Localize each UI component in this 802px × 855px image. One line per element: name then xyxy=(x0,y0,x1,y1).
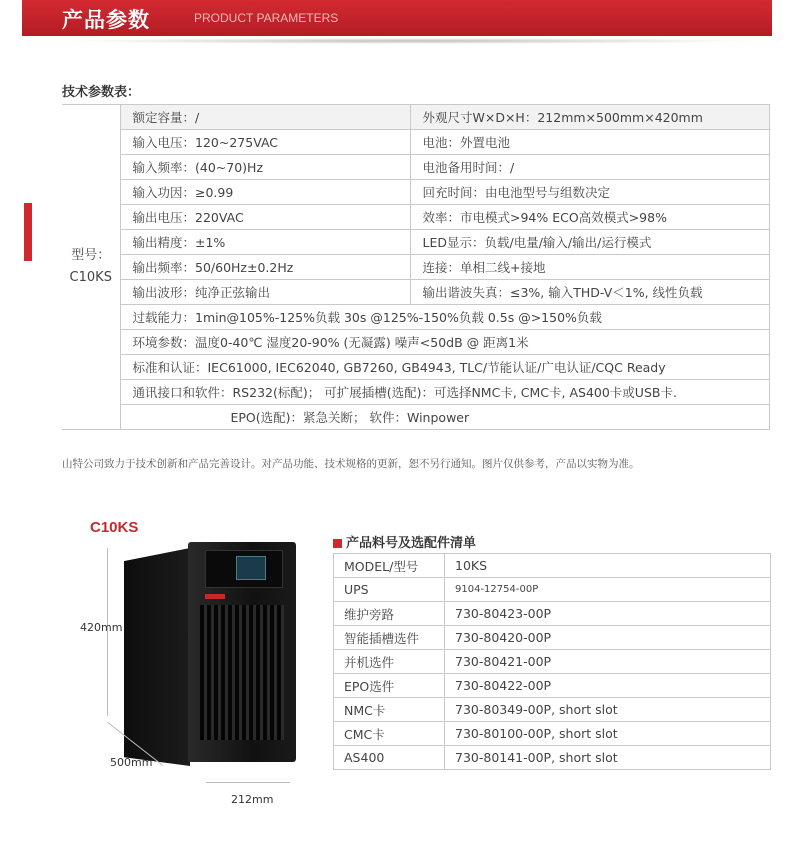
part-number: 10KS xyxy=(445,554,771,578)
model-name: C10KS xyxy=(69,270,112,285)
header-banner xyxy=(22,0,772,36)
width-label: 212mm xyxy=(231,793,274,806)
spec-cell: 输出波形：纯净正弦输出 xyxy=(120,280,410,305)
table-row xyxy=(334,626,771,650)
part-number: 730-80100-00P, short slot xyxy=(445,722,771,746)
page-title: 产品参数 xyxy=(62,8,150,32)
parts-list-title: 产品料号及选配件清单 xyxy=(333,532,476,551)
table-row xyxy=(334,722,771,746)
table-row xyxy=(334,602,771,626)
part-number: 730-80420-00P xyxy=(445,626,771,650)
spec-cell: 外观尺寸W×D×H：212mm×500mm×420mm xyxy=(410,105,770,130)
table-row xyxy=(334,698,771,722)
table-row xyxy=(334,650,771,674)
spec-cell: 回充时间：由电池型号与组数决定 xyxy=(410,180,770,205)
spec-cell: 额定容量：/ xyxy=(120,105,410,130)
part-number: 730-80422-00P xyxy=(445,674,771,698)
height-label: 420mm xyxy=(80,621,123,634)
spec-cell: 输入频率：(40~70)Hz xyxy=(120,155,410,180)
table-row xyxy=(62,205,770,230)
model-label: 型号： xyxy=(71,248,111,263)
spec-cell: 电池：外置电池 xyxy=(410,130,770,155)
spec-cell: 输出精度：±1% xyxy=(120,230,410,255)
table-row xyxy=(62,155,770,180)
ups-vent-grille xyxy=(200,605,284,740)
spec-cell: 效率：市电模式>94% ECO高效模式>98% xyxy=(410,205,770,230)
part-number: 730-80421-00P xyxy=(445,650,771,674)
table-row xyxy=(334,554,771,578)
ups-side-panel xyxy=(124,548,190,766)
parts-table xyxy=(333,553,771,770)
bullet-square-icon xyxy=(333,539,342,548)
spec-cell: 连接：单相二线+接地 xyxy=(410,255,770,280)
table-row xyxy=(62,380,770,405)
spec-wide-cell: 标准和认证：IEC61000, IEC62040, GB7260, GB4943, TLC/节能认证/广电认证/CQC Ready xyxy=(120,355,770,380)
spec-cell: 输出频率：50/60Hz±0.2Hz xyxy=(120,255,410,280)
part-name: 智能插槽选件 xyxy=(334,626,445,650)
spec-cell: 输出谐波失真：≤3%, 输入THD-V＜1%, 线性负载 xyxy=(410,280,770,305)
table-row xyxy=(62,280,770,305)
table-row xyxy=(62,255,770,280)
table-row xyxy=(62,180,770,205)
part-name: AS400 xyxy=(334,746,445,770)
model-accent-bar xyxy=(24,203,32,261)
lcd-display-icon xyxy=(236,556,266,580)
part-number: 730-80349-00P, short slot xyxy=(445,698,771,722)
model-cell xyxy=(62,105,120,430)
width-dimension-line xyxy=(206,782,290,783)
table-row xyxy=(62,355,770,380)
part-name: UPS xyxy=(334,578,445,602)
spec-table-title: 技术参数表： xyxy=(62,85,141,100)
spec-wide-cell: 过载能力：1min@105%-125%负载 30s @125%-150%负载 0.5s @>150%负载 xyxy=(120,305,770,330)
table-row xyxy=(62,305,770,330)
spec-cell: 输入功因：≥0.99 xyxy=(120,180,410,205)
page-subtitle: PRODUCT PARAMETERS xyxy=(194,11,339,25)
part-number: 730-80423-00P xyxy=(445,602,771,626)
banner-shadow xyxy=(60,38,760,44)
part-name: MODEL/型号 xyxy=(334,554,445,578)
part-name: CMC卡 xyxy=(334,722,445,746)
table-row xyxy=(62,105,770,130)
spec-cell: LED显示：负载/电量/输入/输出/运行模式 xyxy=(410,230,770,255)
spec-wide-cell: EPO(选配)：紧急关断； 软件：Winpower xyxy=(120,405,770,430)
product-name: C10KS xyxy=(90,519,139,536)
part-name: 并机选件 xyxy=(334,650,445,674)
spec-cell: 输入电压：120~275VAC xyxy=(120,130,410,155)
part-number: 9104-12754-00P xyxy=(445,578,771,602)
depth-label: 500mm xyxy=(110,756,153,769)
table-row xyxy=(62,330,770,355)
table-row xyxy=(334,674,771,698)
table-row xyxy=(62,130,770,155)
table-row xyxy=(334,578,771,602)
spec-wide-cell: 通讯接口和软件：RS232(标配)； 可扩展插槽(选配)：可选择NMC卡, CMC卡, AS400卡或USB卡. xyxy=(120,380,770,405)
part-name: 维护旁路 xyxy=(334,602,445,626)
part-name: EPO选件 xyxy=(334,674,445,698)
spec-wide-cell: 环境参数：温度0-40℃ 湿度20-90% (无凝露) 噪声<50dB @ 距离1米 xyxy=(120,330,770,355)
spec-cell: 输出电压：220VAC xyxy=(120,205,410,230)
part-number: 730-80141-00P, short slot xyxy=(445,746,771,770)
disclaimer-text: 山特公司致力于技术创新和产品完善设计。对产品功能、技术规格的更新，恕不另行通知。图片仅供参考，产品以实物为准。 xyxy=(62,458,640,470)
table-row xyxy=(62,230,770,255)
part-name: NMC卡 xyxy=(334,698,445,722)
table-row xyxy=(334,746,771,770)
spec-table xyxy=(62,104,770,430)
spec-cell: 电池备用时间：/ xyxy=(410,155,770,180)
brand-logo xyxy=(205,594,225,599)
table-row xyxy=(62,405,770,430)
